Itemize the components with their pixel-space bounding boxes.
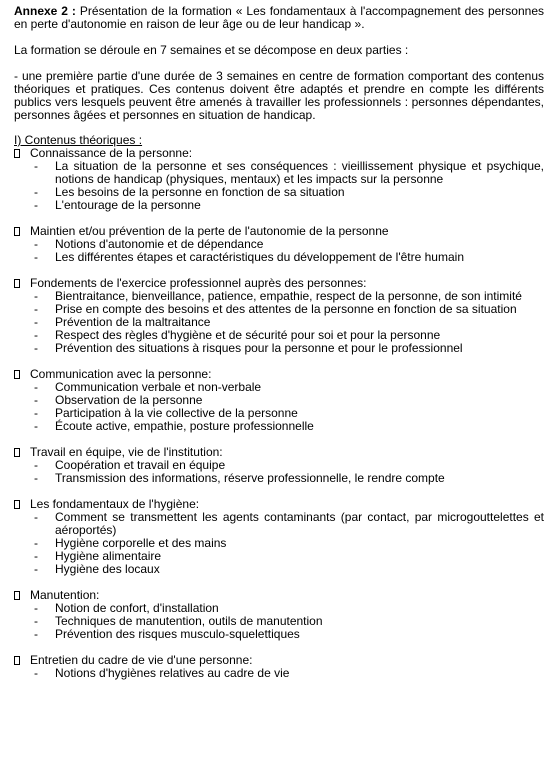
list-item-text: Écoute active, empathie, posture professionnelle [55,419,314,433]
duration-paragraph: La formation se déroule en 7 semaines et se décompose en deux parties : [14,43,409,57]
list-item-text: Prévention des situations à risques pour la personne et pour le professionnel [55,341,463,355]
content-sections [14,147,544,680]
list-item-text: Techniques de manutention, outils de manutention [55,614,323,628]
list-item-text: Les besoins de la personne en fonction de sa situation [55,185,345,199]
list-item-text: Participation à la vie collective de la personne [55,406,298,420]
topic-title: Travail en équipe, vie de l'institution: [30,445,223,459]
topic-title: Les fondamentaux de l'hygiène: [30,497,200,511]
list-item [14,628,544,641]
dash-bullet: - [34,601,38,615]
dash-bullet: - [34,393,38,407]
dash-bullet: - [34,471,38,485]
topic-item-list [14,459,544,485]
topic-item-list [14,667,544,680]
dash-bullet: - [34,250,38,264]
topic-section [14,654,544,680]
dash-bullet: - [34,185,38,199]
dash-bullet: - [34,536,38,550]
topic-section [14,446,544,485]
topic-title: Manutention: [30,588,100,602]
square-bullet-icon [14,227,20,236]
list-item [14,342,544,355]
list-item [14,511,544,537]
list-item-text: Notions d'autonomie et de dépendance [55,237,264,251]
list-item-text: Hygiène alimentaire [55,549,162,563]
square-bullet-icon [14,448,20,457]
dash-bullet: - [34,458,38,472]
topic-item-list [14,160,544,212]
topic-title: Connaissance de la personne: [30,146,193,160]
list-item-text: L'entourage de la personne [55,198,201,212]
square-bullet-icon [14,149,20,158]
topic-title: Maintien et/ou prévention de la perte de l'autonomie de la personne [30,224,389,238]
topic-item-list [14,238,544,264]
list-item-text: Hygiène des locaux [55,562,160,576]
dash-bullet: - [34,328,38,342]
dash-bullet: - [34,510,38,524]
topic-title: Communication avec la personne: [30,367,212,381]
list-item-text: Comment se transmettent les agents contaminants (par contact, par microgouttelettes et aéroportés) [55,510,544,537]
topic-section [14,368,544,433]
topic-item-list [14,511,544,576]
square-bullet-icon [14,370,20,379]
list-item-text: La situation de la personne et ses conséquences : vieillissement physique et psychique, notions de handicap (physiques, mentaux) et les impacts sur la personne [55,159,544,186]
list-item [14,563,544,576]
list-item-text: Notions d'hygiènes relatives au cadre de vie [55,666,290,680]
list-item-text: Transmission des informations, réserve professionnelle, le rendre compte [55,471,445,485]
topic-section [14,498,544,576]
section-heading: I) Contenus théoriques : [14,133,143,147]
topic-title: Fondements de l'exercice professionnel auprès des personnes: [30,276,367,290]
list-item-text: Prévention des risques musculo-squelettiques [55,627,300,641]
list-item-text: Respect des règles d'hygiène et de sécurité pour soi et pour la personne [55,328,441,342]
list-item [14,251,544,264]
dash-bullet: - [34,198,38,212]
square-bullet-icon [14,279,20,288]
topic-section [14,277,544,355]
list-item [14,667,544,680]
first-part-paragraph: - une première partie d'une durée de 3 semaines en centre de formation comportant des contenus théoriques et pratiques. Ces contenus doivent être adaptés et prendre en compte les différents publics vers lesquels peuvent être amenés à travailler les professionnels : personnes dépendantes, personnes âgées et personnes en situation de handicap. [14,69,544,122]
topic-section [14,225,544,264]
list-item-text: Communication verbale et non-verbale [55,380,262,394]
intro-paragraph [14,5,544,31]
dash-bullet: - [34,406,38,420]
list-item [14,160,544,186]
intro-text: Présentation de la formation « Les fondamentaux à l'accompagnement des personnes en perte d'autonomie en raison de leur âge ou de leur handicap ». [14,4,545,31]
square-bullet-icon [14,656,20,665]
topic-item-list [14,381,544,433]
dash-bullet: - [34,237,38,251]
topic-item-list [14,290,544,355]
topic-item-list [14,602,544,641]
dash-bullet: - [34,627,38,641]
list-item-text: Prévention de la maltraitance [55,315,211,329]
list-item-text: Les différentes étapes et caractéristiques du développement de l'être humain [55,250,464,264]
dash-bullet: - [34,549,38,563]
list-item-text: Bientraitance, bienveillance, patience, empathie, respect de la personne, de son intimité [55,289,522,303]
list-item-text: Prise en compte des besoins et des attentes de la personne en fonction de sa situation [55,302,517,316]
dash-bullet: - [34,159,38,173]
square-bullet-icon [14,591,20,600]
dash-bullet: - [34,562,38,576]
list-item-text: Coopération et travail en équipe [55,458,226,472]
square-bullet-icon [14,500,20,509]
list-item [14,420,544,433]
list-item [14,472,544,485]
dash-bullet: - [34,289,38,303]
list-item-text: Hygiène corporelle et des mains [55,536,227,550]
list-item-text: Observation de la personne [55,393,203,407]
topic-section [14,589,544,641]
dash-bullet: - [34,341,38,355]
topic-section [14,147,544,212]
topic-title: Entretien du cadre de vie d'une personne: [30,653,253,667]
dash-bullet: - [34,380,38,394]
dash-bullet: - [34,419,38,433]
dash-bullet: - [34,302,38,316]
list-item [14,199,544,212]
dash-bullet: - [34,666,38,680]
dash-bullet: - [34,315,38,329]
list-item-text: Notion de confort, d'installation [55,601,219,615]
annex-label: Annexe 2 : [14,4,76,18]
dash-bullet: - [34,614,38,628]
